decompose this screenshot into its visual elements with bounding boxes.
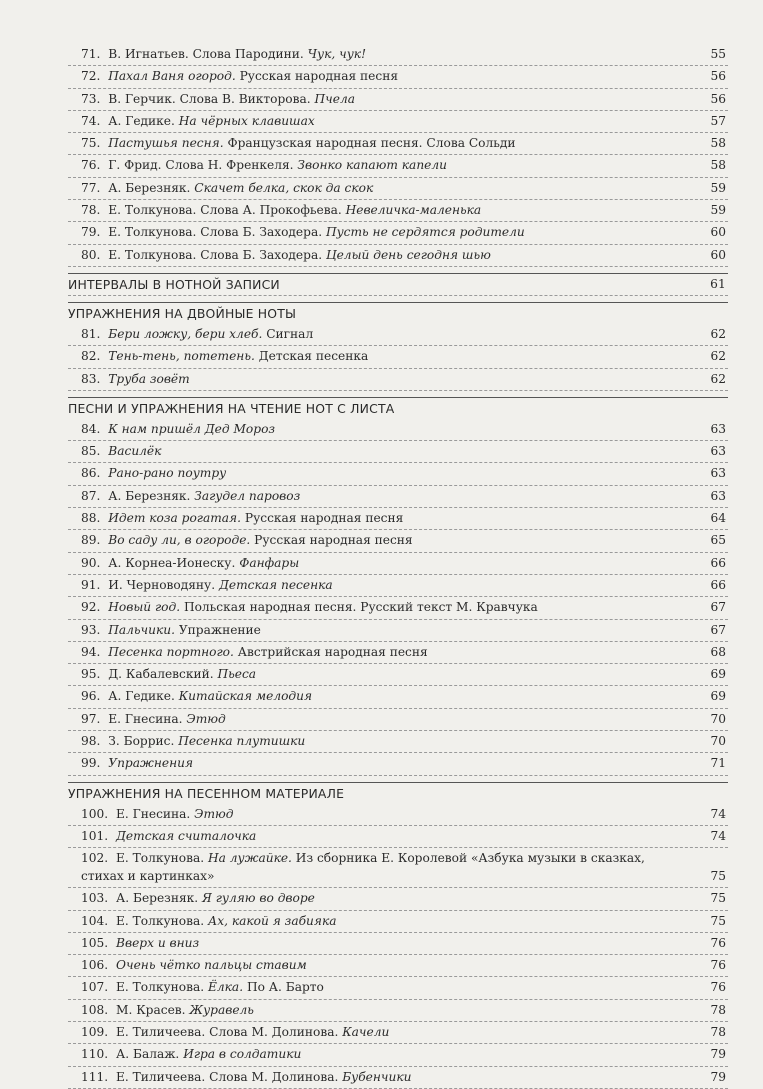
entry-author: А. Гедике. [108,113,179,128]
entry-number: 110. [81,1047,109,1062]
entry-title: Целый день сегодня шью [325,247,491,262]
entry-number: 90. [81,555,101,570]
entry-title: Журавель [189,1002,254,1017]
toc-entry[interactable] [68,848,728,888]
entry-number: 78. [81,203,101,218]
entry-number: 97. [81,711,101,726]
entry-author: Е. Тиличеева. Слова М. Долинова. [116,1069,343,1084]
entry-text [81,1022,688,1043]
toc-entry[interactable] [68,346,728,368]
entry-text [81,804,688,825]
entry-text [81,508,688,529]
entry-text [81,620,688,641]
page-number: 69 [710,667,726,682]
entry-text [81,955,688,976]
toc-entry[interactable] [68,955,728,977]
toc-entry[interactable] [68,89,728,111]
toc-group-songs-71-80 [68,44,728,267]
entry-number: 92. [81,600,101,615]
toc-entry[interactable] [68,826,728,848]
page-number: 79 [710,1069,726,1084]
entry-text [81,977,688,998]
entry-number: 73. [81,91,101,106]
entry-author: А. Березняк. [108,488,195,503]
page-number: 63 [710,421,726,436]
entry-author: Е. Толкунова. [116,913,208,928]
toc-entry[interactable] [68,441,728,463]
entry-text [81,463,688,484]
entry-number: 81. [81,326,101,341]
entry-title: Бубенчики [342,1069,412,1084]
toc-entry[interactable] [68,111,728,133]
entry-title: Игра в солдатики [183,1047,302,1062]
toc-entry[interactable] [68,977,728,999]
entry-number: 103. [81,891,109,906]
section-song-material [68,782,728,804]
toc-entry[interactable] [68,911,728,933]
page-number: 74 [710,806,726,821]
toc-entry[interactable] [68,804,728,826]
entry-number: 88. [81,511,101,526]
toc-entry[interactable] [68,709,728,731]
entry-text [81,222,688,243]
toc-entry[interactable] [68,486,728,508]
entry-title: Звонко капают капели [297,158,447,173]
entry-text [81,933,688,954]
toc-entry[interactable] [68,178,728,200]
toc-entry[interactable] [68,369,728,391]
entry-number: 111. [81,1069,109,1084]
entry-number: 83. [81,371,101,386]
entry-title: Фанфары [239,555,300,570]
toc-group-84-99 [68,419,728,776]
entry-text [81,200,688,221]
section-title: ПЕСНИ И УПРАЖНЕНИЯ НА ЧТЕНИЕ НОТ С ЛИСТА [68,400,395,416]
page-number: 63 [710,444,726,459]
toc-entry[interactable] [68,1067,728,1089]
entry-number: 107. [81,980,109,995]
page-number: 70 [710,734,726,749]
entry-number: 89. [81,533,101,548]
entry-text [81,66,688,87]
toc-entry[interactable] [68,419,728,441]
entry-number: 71. [81,47,101,61]
entry-number: 80. [81,247,101,262]
entry-number: 105. [81,935,109,950]
entry-number: 76. [81,158,101,173]
entry-note: Австрийская народная песня [233,644,428,659]
section-intervals[interactable] [68,273,728,296]
page-number: 62 [710,326,726,341]
entry-text [81,1000,688,1021]
section-title: УПРАЖНЕНИЯ НА ДВОЙНЫЕ НОТЫ [68,305,297,321]
page-number: 56 [710,69,726,84]
toc-entry[interactable] [68,133,728,155]
page-number: 61 [710,276,726,291]
page-number: 71 [710,756,726,771]
toc-entry[interactable] [68,463,728,485]
toc-entry[interactable] [68,44,728,66]
entry-title: Песенка портного. [108,644,234,659]
page-number: 67 [710,600,726,615]
entry-author: И. Черноводяну. [108,577,219,592]
entry-text [81,44,688,65]
entry-title: Ах, какой я забияка [208,913,337,928]
entry-number: 87. [81,488,101,503]
page-number: 65 [710,533,726,548]
entry-author: Г. Фрид. Слова Н. Френкеля. [108,158,298,173]
entry-number: 72. [81,69,101,84]
entry-text [81,642,688,663]
entry-title: Чук, чук! [307,47,366,61]
page-number: 56 [710,91,726,106]
toc-entry[interactable] [68,155,728,177]
entry-note: Детская песенка [254,349,369,364]
entry-number: 108. [81,1002,109,1017]
entry-title: Песенка плутишки [178,734,306,749]
entry-title: Пусть не сердятся родители [325,225,525,240]
entry-number: 102. [81,851,109,866]
entry-number: 82. [81,349,101,364]
page-number: 58 [710,136,726,151]
entry-author: Е. Толкунова. Слова Б. Заходера. [108,225,326,240]
toc-entry[interactable] [68,324,728,346]
page-number: 66 [710,555,726,570]
page-number: 58 [710,158,726,173]
entry-title: Качели [342,1024,390,1039]
toc-entry[interactable] [68,66,728,88]
page-number: 62 [710,371,726,386]
entry-author: Е. Толкунова. Слова А. Прокофьева. [108,203,346,218]
toc-entry[interactable] [68,200,728,222]
entry-title: Бери ложку, бери хлеб. [108,326,263,341]
entry-text [81,1067,688,1088]
page-number: 63 [710,488,726,503]
entry-text [81,89,688,110]
entry-author: З. Боррис. [108,734,179,749]
entry-note: Сигнал [262,326,314,341]
section-title: УПРАЖНЕНИЯ НА ПЕСЕННОМ МАТЕРИАЛЕ [68,785,345,801]
page-number: 57 [710,113,726,128]
entry-author: Е. Гнесина. [108,711,187,726]
entry-title: На лужайке. [208,851,292,866]
entry-number: 96. [81,689,101,704]
entry-author: Е. Толкунова. [116,851,208,866]
page-number: 66 [710,577,726,592]
entry-text [81,575,688,596]
page-number: 76 [710,980,726,995]
entry-number: 93. [81,622,101,637]
entry-title: Этюд [194,806,234,821]
toc-entry[interactable] [68,731,728,753]
entry-note: По А. Барто [243,980,324,995]
page-number: 78 [710,1002,726,1017]
entry-title: Невеличка-маленька [345,203,482,218]
section-double-notes [68,302,728,324]
entry-number: 106. [81,958,109,973]
entry-author: А. Березняк. [116,891,203,906]
toc-entry[interactable] [68,222,728,244]
entry-number: 98. [81,734,101,749]
entry-number: 85. [81,444,101,459]
entry-text [81,709,688,730]
entry-number: 84. [81,421,101,436]
entry-text [81,1044,688,1065]
entry-title: Вверх и вниз [116,935,200,950]
entry-title: Детская песенка [218,577,333,592]
entry-number: 104. [81,913,109,928]
page-number: 60 [710,247,726,262]
toc-entry[interactable] [68,620,728,642]
toc-group-100-111 [68,804,728,1089]
page-number: 63 [710,466,726,481]
entry-title: Идет коза рогатая. [108,511,241,526]
page-number: 67 [710,622,726,637]
entry-title: Во саду ли, в огороде. [108,533,251,548]
entry-text [81,664,688,685]
entry-title: Упражнения [108,756,194,771]
entry-title: Этюд [186,711,226,726]
table-of-contents [68,44,728,1089]
entry-author: Е. Толкунова. Слова Б. Заходера. [108,247,326,262]
entry-author: Д. Кабалевский. [108,667,218,682]
entry-title: Рано-рано поутру [108,466,227,481]
entry-note: Русская народная песня [235,69,399,84]
entry-note: Русская народная песня [250,533,413,548]
page-number: 64 [710,511,726,526]
entry-number: 99. [81,756,101,771]
entry-title: Скачет белка, скок да скок [194,180,374,195]
entry-title: Очень чётко пальцы ставим [116,958,307,973]
toc-entry[interactable] [68,888,728,910]
entry-text [81,441,688,462]
entry-author: Е. Тиличеева. Слова М. Долинова. [116,1024,343,1039]
page-number: 59 [710,180,726,195]
entry-number: 75. [81,136,101,151]
entry-text [81,111,688,132]
entry-number: 74. [81,113,101,128]
entry-number: 94. [81,644,101,659]
entry-text [81,686,688,707]
page-number: 60 [710,225,726,240]
entry-title: Труба зовёт [108,371,190,386]
entry-title: Детская считалочка [116,828,257,843]
entry-text [81,826,688,847]
entry-number: 100. [81,806,109,821]
page-number: 78 [710,1024,726,1039]
toc-entry[interactable] [68,642,728,664]
entry-author: Е. Толкунова. [116,980,208,995]
entry-text [81,731,688,752]
entry-title: Пастушья песня. [108,136,224,151]
entry-title: Китайская мелодия [178,689,313,704]
page-number: 69 [710,689,726,704]
section-title: ИНТЕРВАЛЫ В НОТНОЙ ЗАПИСИ [68,276,280,292]
toc-entry[interactable] [68,245,728,267]
toc-entry[interactable] [68,1044,728,1066]
entry-title: Василёк [108,444,162,459]
entry-text [81,369,688,390]
toc-entry[interactable] [68,530,728,552]
entry-author: В. Герчик. Слова В. Викторова. [108,91,315,106]
entry-text [81,155,688,176]
section-sight-reading [68,397,728,419]
entry-number: 95. [81,667,101,682]
entry-title: Пахал Ваня огород. [108,69,236,84]
entry-text [81,346,688,367]
toc-entry[interactable] [68,508,728,530]
entry-author: А. Корнеа-Ионеску. [108,555,240,570]
entry-title: Пчела [314,91,355,106]
entry-text [81,133,688,154]
entry-title: Пальчики. [108,622,175,637]
entry-title: Я гуляю во дворе [202,891,315,906]
entry-number: 86. [81,466,101,481]
page-number: 75 [710,913,726,928]
page-number: 55 [710,47,726,61]
entry-note: Русская народная песня [241,511,404,526]
page-number: 68 [710,644,726,659]
toc-entry[interactable] [68,597,728,619]
page-number: 59 [710,203,726,218]
entry-author: А. Гедике. [108,689,179,704]
entry-text [81,553,688,574]
toc-entry[interactable] [68,1022,728,1044]
entry-text [81,419,688,440]
entry-note: Упражнение [175,622,261,637]
entry-number: 109. [81,1024,109,1039]
toc-entry[interactable] [68,553,728,575]
toc-entry[interactable] [68,1000,728,1022]
toc-entry[interactable] [68,664,728,686]
entry-author: М. Красев. [116,1002,190,1017]
entry-note: Французская народная песня. Слова Сольди [223,136,516,151]
entry-text [81,911,688,932]
page-number: 74 [710,828,726,843]
entry-author: В. Игнатьев. Слова Пародини. [108,47,308,61]
entry-title: Загудел паровоз [194,488,301,503]
page-number: 76 [710,935,726,950]
page-number: 75 [710,891,726,906]
entry-author: Е. Гнесина. [116,806,195,821]
entry-number: 77. [81,180,101,195]
toc-entry[interactable] [68,753,728,775]
entry-text [81,849,688,885]
toc-group-81-83 [68,324,728,391]
page-number: 70 [710,711,726,726]
page-number: 79 [710,1047,726,1062]
entry-text [81,597,688,618]
toc-entry[interactable] [68,575,728,597]
page-number: 76 [710,958,726,973]
page-number: 62 [710,349,726,364]
entry-number: 79. [81,225,101,240]
entry-text [81,530,688,551]
entry-number: 101. [81,828,109,843]
entry-title: Ёлка. [208,980,244,995]
entry-title: Пьеса [217,667,257,682]
entry-title: Тень-тень, потетень. [108,349,255,364]
toc-entry[interactable] [68,933,728,955]
entry-text [81,178,688,199]
entry-number: 91. [81,577,101,592]
entry-text [81,486,688,507]
entry-note: Из сборника Е. Королевой «Азбука музыки в сказках, стихах и картинках» [81,851,645,884]
toc-entry[interactable] [68,686,728,708]
entry-text [81,245,688,266]
entry-text [81,888,688,909]
entry-title: К нам пришёл Дед Мороз [108,421,276,436]
entry-author: А. Балаж. [116,1047,184,1062]
entry-author: А. Березняк. [108,180,195,195]
entry-note: Польская народная песня. Русский текст М. Кравчука [180,600,538,615]
page-number: 75 [710,869,726,884]
entry-title: На чёрных клавишах [178,113,315,128]
entry-text [81,324,688,345]
entry-text [81,753,688,774]
entry-title: Новый год. [108,600,181,615]
